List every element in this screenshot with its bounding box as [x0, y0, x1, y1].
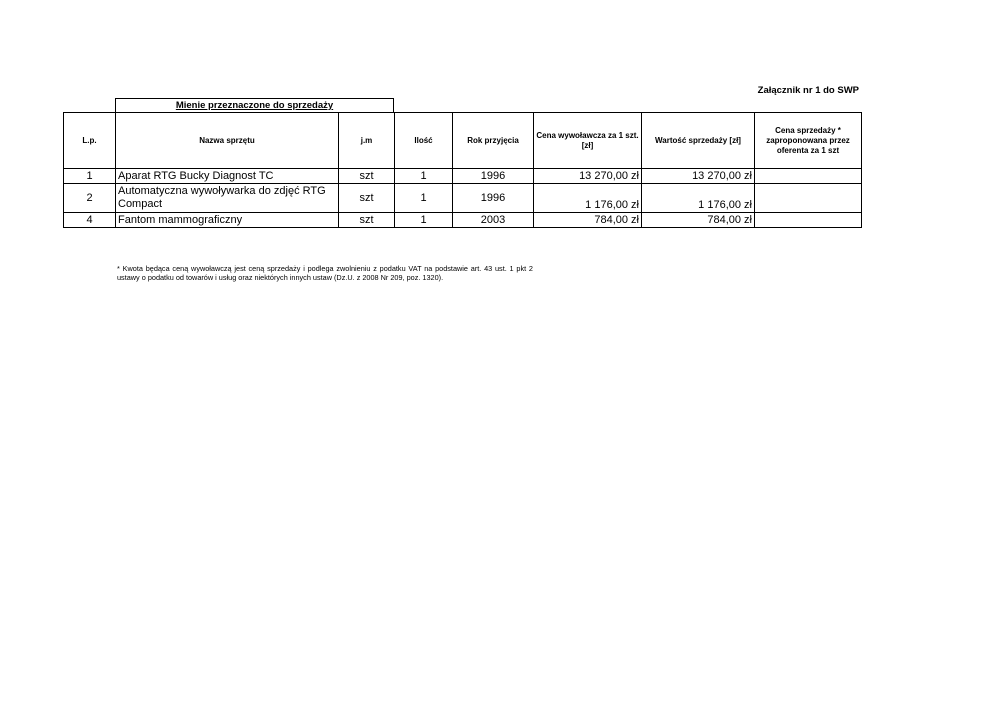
table-row	[64, 169, 862, 184]
header-qty: Ilość	[395, 113, 453, 169]
annex-title: Załącznik nr 1 do SWP	[757, 85, 859, 96]
cell-starting-price: 13 270,00 zł	[534, 169, 642, 184]
header-sale-value: Wartość sprzedaży [zł]	[642, 113, 755, 169]
cell-lp: 4	[64, 213, 116, 228]
cell-unit: szt	[339, 169, 395, 184]
cell-qty: 1	[395, 213, 453, 228]
cell-starting-price: 784,00 zł	[534, 213, 642, 228]
header-starting-price: Cena wywoławcza za 1 szt. [zł]	[534, 113, 642, 169]
cell-starting-price: 1 176,00 zł	[534, 184, 642, 213]
cell-unit: szt	[339, 213, 395, 228]
cell-sale-value: 13 270,00 zł	[642, 169, 755, 184]
sale-items-table	[63, 112, 862, 228]
cell-offered-price	[755, 213, 862, 228]
cell-year: 2003	[453, 213, 534, 228]
table-row	[64, 213, 862, 228]
table-caption: Mienie przeznaczone do sprzedaży	[115, 98, 394, 112]
table-row	[64, 184, 862, 213]
header-lp: L.p.	[64, 113, 116, 169]
cell-lp: 1	[64, 169, 116, 184]
cell-qty: 1	[395, 169, 453, 184]
cell-qty: 1	[395, 184, 453, 213]
cell-year: 1996	[453, 169, 534, 184]
cell-offered-price	[755, 169, 862, 184]
cell-lp: 2	[64, 184, 116, 213]
header-unit: j.m	[339, 113, 395, 169]
cell-name: Aparat RTG Bucky Diagnost TC	[116, 169, 339, 184]
cell-year: 1996	[453, 184, 534, 213]
cell-name: Automatyczna wywoływarka do zdjęć RTG Compact	[116, 184, 339, 213]
cell-offered-price	[755, 184, 862, 213]
cell-name: Fantom mammograficzny	[116, 213, 339, 228]
header-year: Rok przyjęcia	[453, 113, 534, 169]
cell-unit: szt	[339, 184, 395, 213]
cell-sale-value: 784,00 zł	[642, 213, 755, 228]
header-name: Nazwa sprzętu	[116, 113, 339, 169]
footnote: * Kwota będąca ceną wywoławczą jest ceną sprzedaży i podlega zwolnieniu z podatku VAT na podstawie art. 43 ust. 1 pkt 2 ustawy o podatku od towarów i usług oraz niektórych innych ustaw (Dz.U. z 2008 Nr 209, poz. 1320).	[117, 264, 533, 282]
table-header-row	[64, 113, 862, 169]
cell-sale-value: 1 176,00 zł	[642, 184, 755, 213]
header-offered-price: Cena sprzedaży * zaproponowana przez oferenta za 1 szt	[755, 113, 862, 169]
